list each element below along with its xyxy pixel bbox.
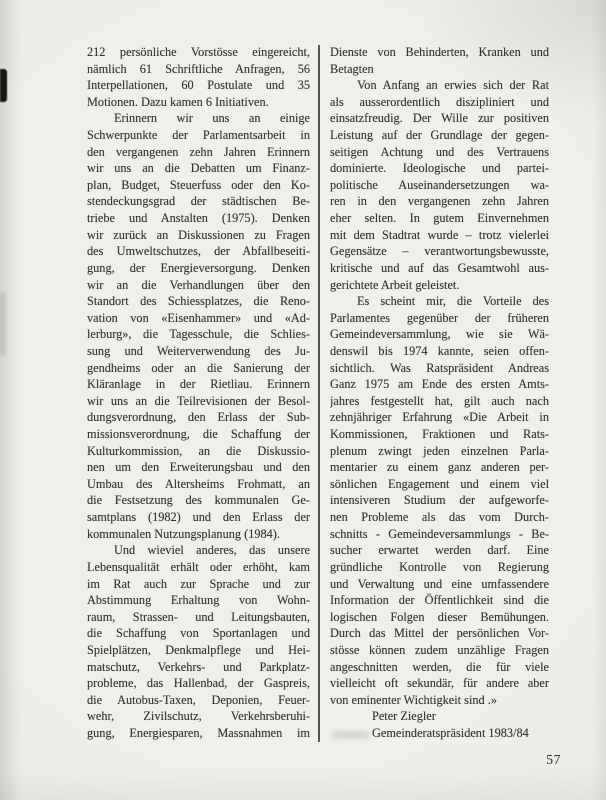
text-line: wir uns an die Debatten um Finanz- [87,161,310,176]
text-line: Umbau des Altersheims Frohmatt, an [87,476,310,491]
text-line: matschutz, Verkehrs- und Parkplatz- [87,659,310,674]
text-line: nämlich 61 Schriftliche Anfragen, 56 [87,61,310,76]
text-line: Gegensätze – verantwortungsbewusste, [330,244,549,259]
text-line: stösse können zudem unzählige Fragen [330,642,549,657]
text-line: Und wieviel anderes, das unsere [114,543,310,558]
text-line: mit dem Stadtrat wurde – trotz vielerlei [330,227,549,242]
text-line: Betagten [330,61,374,76]
page-number: 57 [546,752,561,767]
text-line: Ganz 1975 am Ende des ersten Amts- [330,377,549,392]
text-line: kommunalen Nutzungsplanung (1984). [87,526,280,541]
text-line: die Festsetzung des kommunalen Ge- [87,493,310,508]
text-column-right [330,44,549,742]
text-column-left [87,44,310,742]
text-line: probleme, das Hallenbad, der Gaspreis, [87,676,310,691]
text-line: ren in den vergangenen zehn Jahren [330,194,549,209]
text-line: sichtlich. Was Ratspräsident Andreas [330,360,549,375]
text-line: seitigen Achtung und des Vertrauens [330,144,549,159]
text-line: des Umweltschutzes, der Abfallbeseiti- [87,244,310,259]
text-line: sung und Weiterverwendung des Ju- [87,343,310,358]
text-line: mentarier zu einem ganz anderen per- [330,460,549,475]
text-line: gründliche Kontrolle von Regierung [330,559,549,574]
text-line: Gemeinderatspräsident 1983/84 [372,725,529,740]
text-line: von eminenter Wichtigkeit sind .» [330,692,497,707]
scan-artifact-edge-streak [0,292,5,356]
scan-artifact-ink-blob [0,69,7,102]
text-line: Motionen. Dazu kamen 6 Initiativen. [87,94,269,109]
text-line: Von Anfang an erwies sich der Rat [357,78,549,93]
text-line: wir uns an die Teilrevisionen der Besol- [87,393,310,408]
text-line: wir an die Verhandlungen über den [87,277,310,292]
text-line: Kläranlage in der Rietliau. Erinnern [87,377,310,392]
text-line: intensiveren Studium der aufgeworfe- [330,493,549,508]
text-line: die Autobus-Taxen, Deponien, Feuer- [87,692,310,707]
text-line: denswil bis 1974 kannte, seien offen- [330,343,549,358]
text-line: Interpellationen, 60 Postulate und 35 [87,78,310,93]
text-line: dungsverordnung, den Erlass der Sub- [87,410,310,425]
text-line: logischen Folgen dieser Bemühungen. [330,609,549,624]
text-line: Es scheint mir, die Vorteile des [357,294,549,309]
text-line: kritische und auf das Gesamtwohl aus- [330,260,549,275]
text-line: gung, Energiesparen, Massnahmen im [87,725,310,740]
text-line: gung, der Energieversorgung. Denken [87,260,310,275]
text-line: als ausserordentlich diszipliniert und [330,94,549,109]
text-line: politische Auseinandersetzungen wa- [330,177,549,192]
text-line: den vergangenen zehn Jahren Erinnern [87,144,310,159]
text-line: raum, Strassen- und Leitungsbauten, [87,609,310,624]
text-line: Dienste von Behinderten, Kranken und [330,45,549,59]
text-line: samtplans (1982) und den Erlass der [87,510,310,525]
text-line: Erinnern wir uns an einige [114,111,310,126]
text-line: Leistung auf der Grundlage der gegen- [330,128,549,143]
text-line: Information der Öffentlichkeit sind die [330,593,549,608]
text-line: Durch das Mittel der persönlichen Vor- [330,626,549,641]
text-line: 212 persönliche Vorstösse eingereicht, [87,45,310,59]
text-line: Gemeindeversammlung, wie sie Wä- [330,327,549,342]
text-line: vation von «Eisenhammer» und «Ad- [87,310,310,325]
text-line: zehnjähriger Erfahrung «Die Arbeit in [330,410,549,425]
text-line: Peter Ziegler [372,709,436,724]
text-line: gerichtete Arbeit geleistet. [330,277,460,292]
text-line: stendeckungsgrad der städtischen Be- [87,194,310,209]
text-line: einsatzfreudig. Der Wille zur positiven [330,111,549,126]
text-line: sucher erwartet werden darf. Eine [330,543,549,558]
text-line: Kommissionen, Fraktionen und Rats- [330,427,549,442]
text-line: wir zurück an Diskussionen zu Fragen [87,227,310,242]
text-line: plenum zwingt jeden einzelnen Parla- [330,443,549,458]
text-line: Standort des Schiessplatzes, die Reno- [87,294,310,309]
text-line: und Verwaltung und eine umfassendere [330,576,549,591]
text-line: nen Probleme als das vom Durch- [330,510,549,525]
text-line: lerburg», die Tagesschule, die Schlies- [87,327,310,342]
text-line: Schwerpunkte der Parlamentsarbeit in [87,128,310,143]
text-line: dominierte. Ideologische und partei- [330,161,549,176]
text-line: Kulturkommission, an die Diskussio- [87,443,310,458]
text-line: Lebensqualität erhält oder erhöht, kam [87,559,310,574]
text-line: triebe und Anstalten (1975). Denken [87,211,310,226]
text-line: Abstimmung Erhaltung von Wohn- [87,593,310,608]
column-divider-rule [318,45,320,742]
text-line: Spielplätzen, Denkmalpflege und Hei- [87,642,310,657]
text-line: schnitts - Gemeindeversammlungs - Be- [330,526,549,541]
text-line: im Rat auch zur Sprache und zur [87,576,310,591]
text-line: vielleicht oft sekundär, für andere aber [330,676,549,691]
text-line: jahres festgestellt hat, gilt auch nach [330,393,549,408]
text-line: nen um den Erweiterungsbau und den [87,460,310,475]
text-line: eher selten. In gutem Einvernehmen [330,211,549,226]
text-line: plan, Budget, Steuerfuss oder den Ko- [87,177,310,192]
text-line: sönlichen Engagement und einem viel [330,476,549,491]
text-line: Parlamentes gegenüber der früheren [330,310,549,325]
text-line: die Schaffung von Sportanlagen und [87,626,310,641]
text-line: angeschnitten werden, die für viele [330,659,549,674]
text-line: wehr, Zivilschutz, Verkehrsberuhi- [87,709,310,724]
text-line: missionsverordnung, die Schaffung der [87,427,310,442]
text-line: gendheims oder an die Sanierung der [87,360,310,375]
